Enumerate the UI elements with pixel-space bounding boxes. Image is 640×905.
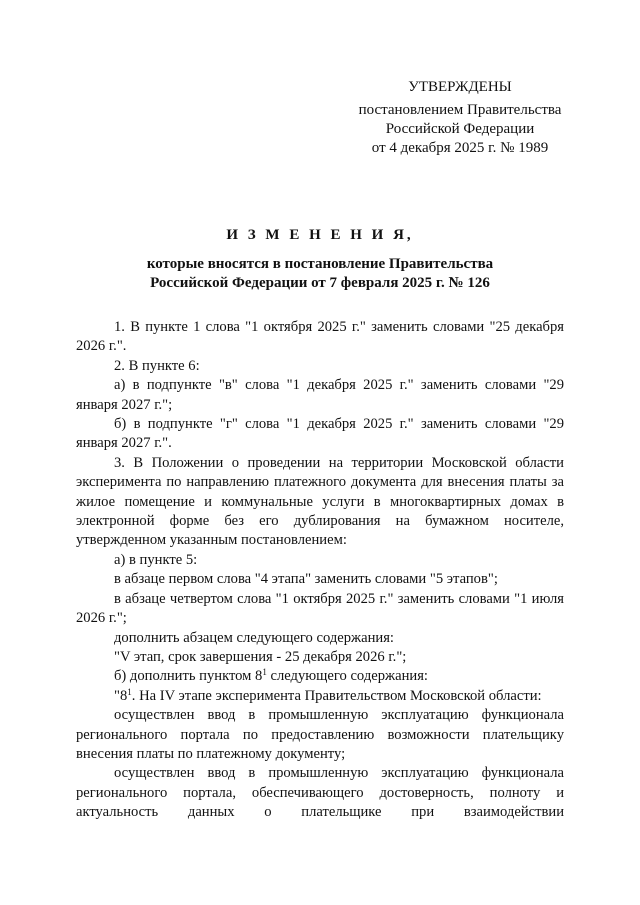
paragraph-text: б) дополнить пунктом 8 [114, 668, 263, 685]
superscript: 1 [127, 686, 132, 697]
paragraph [76, 687, 564, 706]
paragraph: 3. В Положении о проведении на территории Московской области эксперимента по направлению платежного документа для внесения платы за жилое помещение и коммунальные услуги в многоквартирных домах в электронной форме без его дублирования на бумажном носителе, утвержденном указанным постановлением: [76, 454, 564, 549]
superscript: 1 [262, 667, 267, 678]
paragraph: в абзаце первом слова "4 этапа" заменить словами "5 этапов"; [114, 571, 498, 588]
document-heading [60, 226, 580, 293]
paragraph-text: "8 [114, 687, 128, 704]
paragraph: а) в подпункте "в" слова "1 декабря 2025 г." заменить словами "29 января 2027 г."; [76, 377, 564, 413]
approval-block [340, 78, 580, 158]
paragraph-text: . На IV этапе эксперимента Правительством Московской области: [131, 687, 542, 704]
paragraph [76, 667, 564, 686]
document-subtitle: Российской Федерации от 7 февраля 2025 г. № 126 [150, 275, 490, 291]
paragraph: а) в пункте 5: [114, 551, 198, 568]
paragraph: осуществлен ввод в промышленную эксплуатацию функционала регионального портала по предоставлению возможности плательщику внесения платы по платежному документу; [76, 707, 564, 762]
paragraph: 2. В пункте 6: [114, 357, 200, 374]
paragraph: дополнить абзацем следующего содержания: [114, 629, 394, 646]
document-title: И З М Е Н Е Н И Я, [226, 227, 414, 243]
paragraph: б) в подпункте "г" слова "1 декабря 2025 г." заменить словами "29 января 2027 г.". [76, 416, 564, 452]
paragraph: в абзаце четвертом слова "1 октября 2025 г." заменить словами "1 июля 2026 г."; [76, 590, 564, 627]
paragraph-text: следующего содержания: [266, 668, 428, 685]
approval-line: Российской Федерации [385, 121, 535, 137]
paragraph: 1. В пункте 1 слова "1 октября 2025 г." заменить словами "25 декабря 2026 г.". [76, 319, 564, 355]
approval-title: УТВЕРЖДЕНЫ [408, 79, 512, 95]
approval-line: от 4 декабря 2025 г. № 1989 [371, 140, 549, 156]
paragraph: "V этап, срок завершения - 25 декабря 2026 г."; [114, 648, 407, 665]
approval-line: постановлением Правительства [358, 102, 562, 118]
paragraph: осуществлен ввод в промышленную эксплуатацию функционала регионального портала, обеспечивающего достоверность, полноту и актуальность данных о плательщике при взаимодействии [76, 765, 564, 821]
document-body [76, 318, 564, 823]
document-subtitle: которые вносятся в постановление Правительства [146, 256, 494, 272]
